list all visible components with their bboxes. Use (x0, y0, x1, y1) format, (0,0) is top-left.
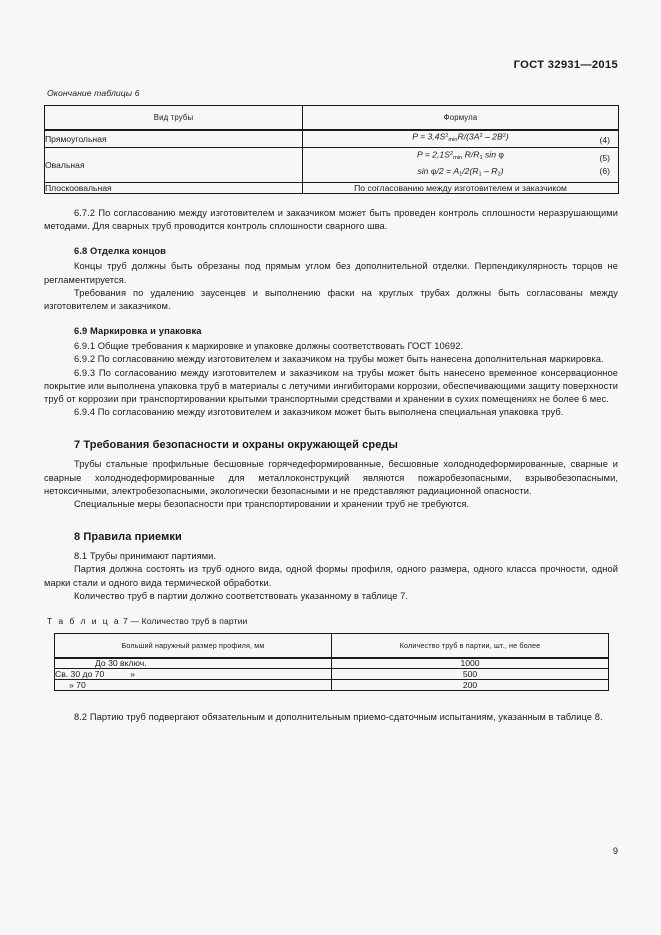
table6 (44, 105, 619, 194)
table7-caption-prefix: Т а б л и ц а (47, 616, 121, 627)
paragraph-6-9-1: 6.9.1 Общие требования к маркировке и упаковке должны соответствовать ГОСТ 10692. (74, 341, 464, 352)
table6-header-type: Вид трубы (45, 106, 303, 130)
paragraph-6-9-4: 6.9.4 По согласованию между изготовителем и заказчиком может быть выполнена специальная упаковка труб. (74, 407, 564, 418)
table7-caption-number: 7 (123, 616, 128, 627)
formula-number-6: (6) (599, 166, 610, 177)
paragraph-8-1-1: 8.1 Трубы принимают партиями. (74, 551, 217, 562)
paragraph-6-8-2: Требования по удалению заусенцев и выполнению фаски на круглых трубах должны быть согласованы между изготовителем и заказчиком. (44, 287, 618, 311)
heading-section-7: 7 Требования безопасности и охраны окружающей среды (74, 439, 398, 452)
table7-header-size: Больший наружный размер профиля, мм (55, 634, 332, 658)
table6-cell-type: Прямоугольная (45, 130, 303, 148)
table7-cell-size: До 30 включ. (55, 658, 332, 669)
table7-cell-size: » 70 (55, 680, 332, 691)
formula-number-4: (4) (599, 135, 610, 145)
heading-6-8: 6.8 Отделка концов (74, 245, 167, 257)
table7-caption-dash: — (130, 616, 140, 627)
table-row (55, 658, 609, 669)
paragraph-8-1-2: Партия должна состоять из труб одного вида, одной формы профиля, одного размера, одного класса прочности, одной марки стали и одного вида термической обработки. (44, 564, 618, 588)
table7-cell-size-text: Св. 30 до 70 (55, 669, 105, 680)
table6-caption: Окончание таблицы 6 (47, 88, 140, 98)
table6-header-formula: Формула (303, 106, 619, 130)
heading-6-9: 6.9 Маркировка и упаковка (74, 325, 202, 337)
table6-cell-formula: По согласованию между изготовителем и заказчиком (303, 182, 619, 193)
table6-cell-type: Плоскоовальная (45, 182, 303, 193)
table-row (55, 680, 609, 691)
formula-6: $\sin \varphi/2 = A_1/2(R_1 - R_2)$ (417, 166, 504, 178)
table7-cell-size (55, 669, 332, 680)
running-header-standard-number: ГОСТ 32931—2015 (513, 59, 618, 71)
table-row (45, 182, 619, 193)
paragraph-7-2: Специальные меры безопасности при транспортировании и хранении труб не требуются. (74, 499, 470, 509)
formula-4: $P = 3,4S^2_{min}R/(3A^2 - 2B^2)$ (412, 131, 509, 144)
paragraph-6-9-2: 6.9.2 По согласованию между изготовителем и заказчиком на трубы может быть нанесена дополнительная маркировка. (74, 354, 604, 365)
table7-caption (47, 616, 618, 626)
table6-cell-formula (303, 148, 619, 183)
page-number: 9 (612, 846, 618, 856)
paragraph-8-1-3: Количество труб в партии должно соответствовать указанному в таблице 7. (74, 590, 409, 601)
paragraph-6-7-2: 6.7.2 По согласованию между изготовителем и заказчиком может быть проведен контроль сплошности неразрушающими методами. Для сварных труб проводится контроль сплошности сварного шва. (44, 207, 618, 232)
table7-caption-title: Количество труб в партии (141, 616, 248, 627)
table6-cell-type: Овальная (45, 148, 303, 183)
paragraph-6-8-1: Концы труб должны быть обрезаны под прямым углом без дополнительной отделки. Перпендикулярность торцов не регламентируется. (44, 261, 618, 285)
table6-cell-formula (303, 130, 619, 148)
table7-cell-size-suffix: » (130, 669, 136, 680)
table-row (55, 669, 609, 680)
table7-header-row (55, 634, 609, 658)
table7-cell-count: 500 (332, 669, 609, 680)
table6-header-row (45, 106, 619, 130)
paragraph-6-9-3: 6.9.3 По согласованию между изготовителем и заказчиком на трубы может быть нанесено временное консервационное покрытие или выполнена упаковка труб в материалы с летучими ингибиторами коррозии, обеспечивающими защиту поверхности труб от коррозии при транспортировании крытыми транспортными средствами и хранении в сухих помещениях не более 6 мес. (44, 367, 618, 404)
paragraph-8-2: 8.2 Партию труб подвергают обязательным и дополнительным приемо-сдаточным испытаниям, указанным в таблице 8. (74, 712, 603, 723)
formula-5: $P = 2,1S^2_{min}$ $R/R_1$ sin φ (417, 149, 504, 162)
table7-cell-count: 200 (332, 680, 609, 691)
heading-section-8: 8 Правила приемки (74, 531, 182, 544)
page-content (44, 88, 618, 724)
table7-cell-count: 1000 (332, 658, 609, 669)
table-row (45, 130, 619, 148)
formula-number-5: (5) (599, 153, 610, 164)
table7 (54, 633, 609, 691)
table-row (45, 148, 619, 183)
table7-header-count: Количество труб в партии, шт., не более (332, 634, 609, 658)
paragraph-7-1: Трубы стальные профильные бесшовные горячедеформированные, бесшовные холоднодеформированные, сварные и сварные холоднодеформированные для металлоконструкций являются пожаробезопасными, взрывобезопасными, нетоксичными, электробезопасными, экологически безопасными и не представляют радиационной опасности. (44, 459, 618, 496)
